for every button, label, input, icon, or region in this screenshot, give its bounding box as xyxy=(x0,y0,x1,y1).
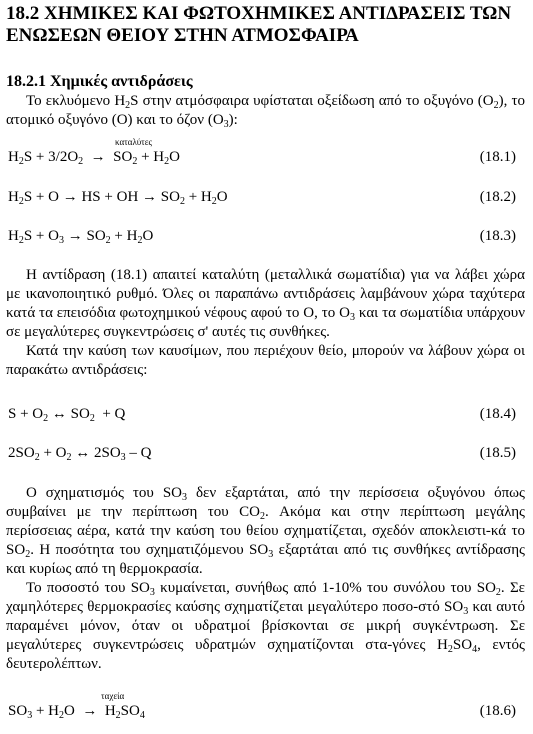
equation-18-5 xyxy=(8,444,524,466)
equation-18-4 xyxy=(8,405,524,427)
equation-formula: $H_2S + 3/2O_2 \to SO_2 + H_2O$ xyxy=(8,149,180,167)
equation-number: (18.6) xyxy=(479,703,516,719)
equation-formula: $SO_3 + H_2O \to H_2SO_4$ xyxy=(8,703,145,721)
section-title: 18.2 ΧΗΜΙΚΕΣ ΚΑΙ ΦΩΤΟΧΗΜΙΚΕΣ ΑΝΤΙΔΡΑΣΕΙΣ ΤΩΝ ΕΝΩΣΕΩΝ ΘΕΙΟΥ ΣΤΗΝ ΑΤΜΟΣΦΑΙΡΑ xyxy=(6,3,512,46)
equation-number: (18.3) xyxy=(479,228,516,244)
equation-formula: $H_2S + O$ → HS + OH → $SO_2 + H_2O$ xyxy=(8,189,228,207)
equation-18-1 xyxy=(8,137,524,170)
paragraph-so3-percentage: Το ποσοστό του $SO_3$ κυμαίνεται, συνήθως από 1-10% του συνόλου του $SO_2$. Σε χαμηλότερες θερμοκρασίες καύσης σχηματίζεται μεγαλύτερο ποσο-στό $SO_3$ και αυτό παραμένει μόνον, όταν οι υδρατμοί βρίσκονται σε μικρή συγκέντρωση. Σε μεγαλύτερες συγκεντρώσεις υδρατμών σχηματίζονται στα-γόνες $H_2SO_4$, εντός δευτερολέπτων. xyxy=(6,580,526,672)
fast-label: ταχεία xyxy=(101,691,125,701)
equation-number: (18.2) xyxy=(479,189,516,205)
equation-formula: $H_2S + O_3 \to SO_2 + H_2O$ xyxy=(8,228,154,246)
equation-18-2 xyxy=(8,188,524,210)
paragraph-catalyst: Η αντίδραση (18.1) απαιτεί καταλύτη (μεταλλικά σωματίδια) για να λάβει χώρα με ικανοποιητικό ρυθμό. Όλες οι παραπάνω αντιδράσεις λαμβάνουν χώρα ταχύτερα κατά τα επεισόδια φωτοχημικού νέφους αφού το O, το $O_3$ και τα σωματίδια υπάρχουν σε μεγαλύτερες συγκεντρώσεις σ' αυτές τις συνθήκες. Κατά την καύση των καυσίμων, που περιέχουν θείο, μπορούν να λάβουν χώρα οι παρακάτω αντιδράσεις: xyxy=(6,267,525,378)
equation-number: (18.4) xyxy=(479,406,516,422)
paragraph-combustion: Κατά την καύση των καυσίμων, που περιέχουν θείο, μπορούν να λάβουν χώρα οι παρακάτω αντιδράσεις: xyxy=(6,343,525,378)
catalyst-label: καταλύτες xyxy=(115,137,153,147)
paragraph-so3-formation: Ο σχηματισμός του $SO_3$ δεν εξαρτάται, από την περίσσεια οξυγόνου όπως συμβαίνει με την περίπτωση του $CO_2$. Ακόμα και στην περίπτωση μεγάλης περίσσειας αέρα, κατά την καύση του θείου σχηματίζεται, σχεδόν αποκλειστι-κά το $SO_2$. Η ποσότητα του σχηματιζόμενου $SO_3$ εξαρτάται από τις συνθήκες αντίδρασης και κυρίως από τη θερμοκρασία. Το ποσοστό του $SO_3$ κυμαίνεται, συνήθως από 1-10% του συνόλου του $SO_2$. Σε χαμηλότερες θερμοκρασίες καύσης σχηματίζεται μεγαλύτερο ποσο-στό $SO_3$ και αυτό παραμένει μόνον, όταν οι υδρατμοί βρίσκονται σε μικρή συγκέντρωση. Σε μεγαλύτερες συγκεντρώσεις υδρατμών σχηματίζονται στα-γόνες $H_2SO_4$, εντός δευτερολέπτων. xyxy=(6,485,526,672)
equation-18-3 xyxy=(8,227,524,249)
equation-number: (18.5) xyxy=(479,445,516,461)
subsection-title: 18.2.1 Χημικές αντιδράσεις xyxy=(6,73,193,90)
equation-18-6 xyxy=(8,691,524,724)
equation-number: (18.1) xyxy=(479,149,516,165)
intro-paragraph: Το εκλυόμενο $H_2S$ στην ατμόσφαιρα υφίσταται οξείδωση από το οξυγόνο $(O_2)$, το ατομικό οξυγόνο (O) και το όζον $(O_3)$: xyxy=(6,93,525,130)
equation-formula: $2SO_2 + O_2$ ↔ $2SO_3$ – Q xyxy=(8,445,152,463)
equation-formula: $S + O_2$ ↔ $SO_2 + Q$ xyxy=(8,406,126,424)
